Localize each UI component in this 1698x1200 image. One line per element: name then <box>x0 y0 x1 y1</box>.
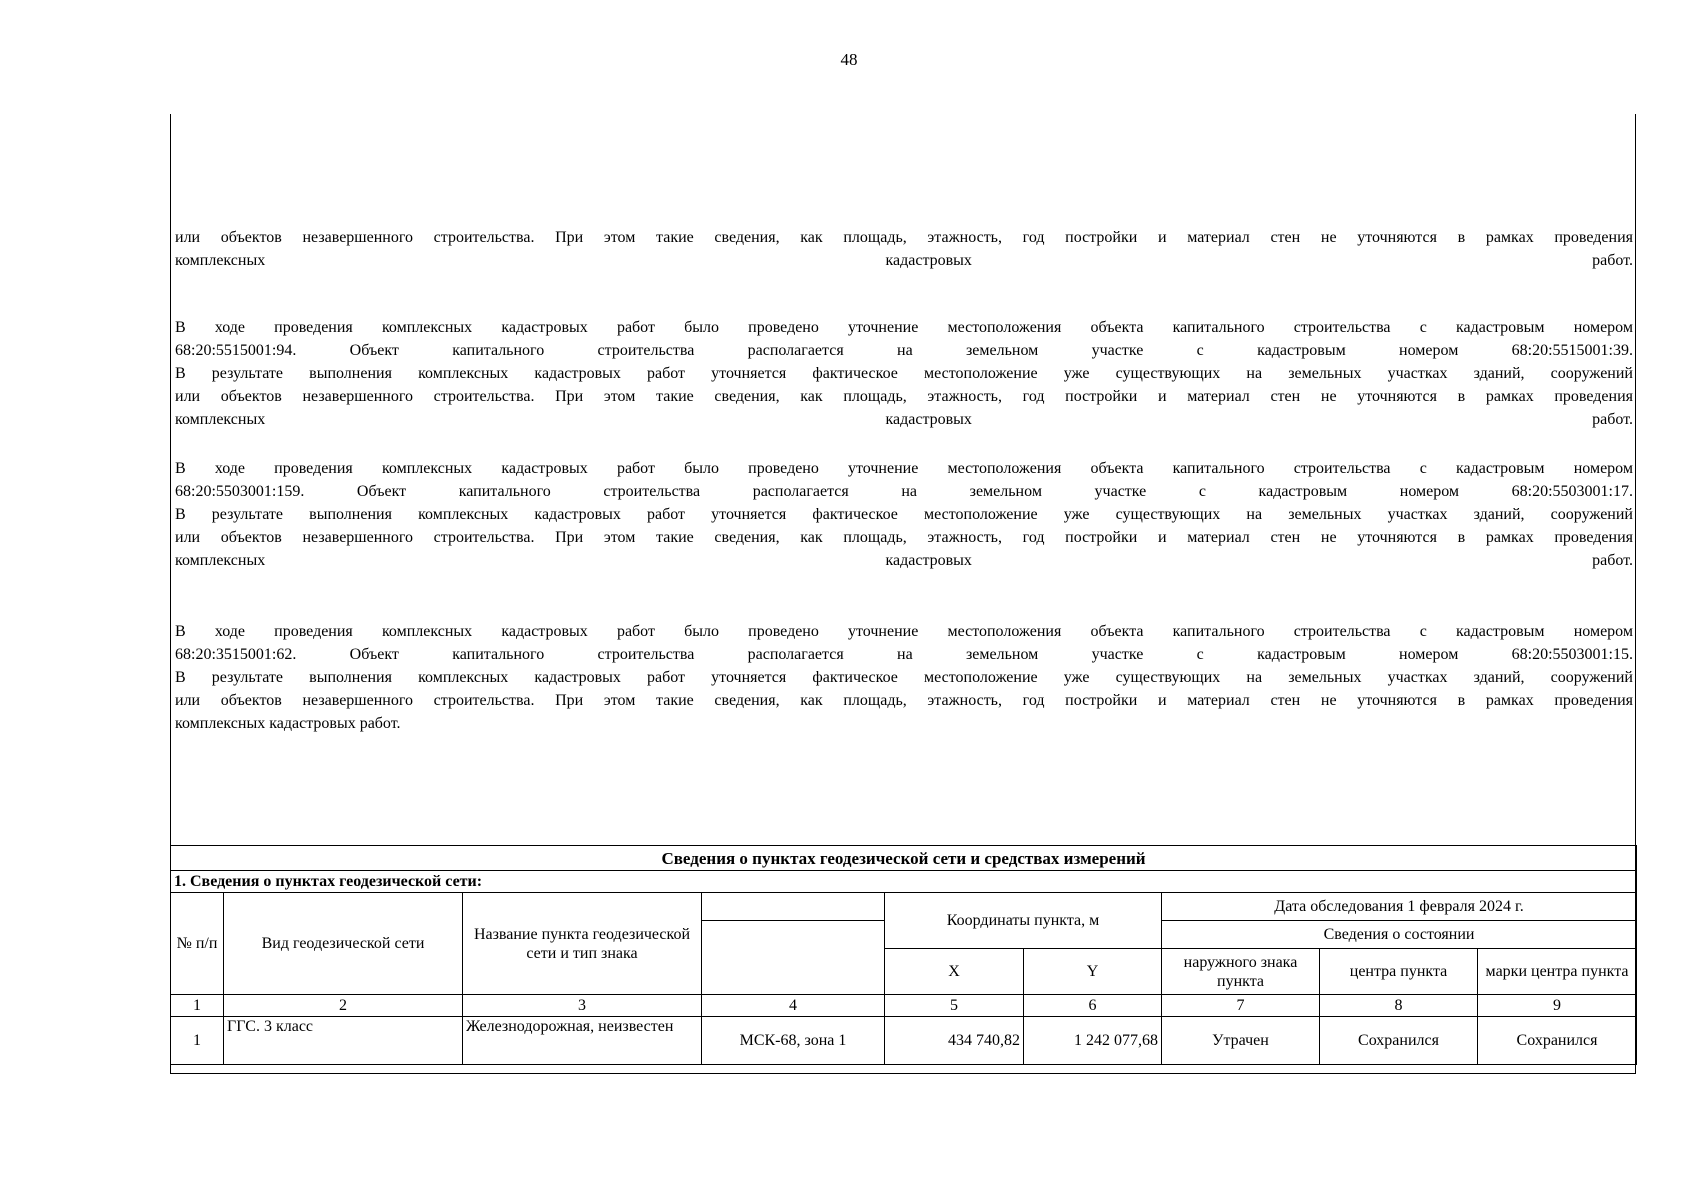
paragraph-2-line-4: или объектов незавершенного строительства. При этом такие сведения, как площадь, этажность, год постройки и материал стен не уточняются в рамках проведения <box>175 388 1633 405</box>
column-number: 4 <box>702 995 885 1017</box>
header-network-type: Вид геодезической сети <box>224 893 463 995</box>
column-number: 3 <box>463 995 702 1017</box>
table-header-row-1 <box>171 893 1637 921</box>
paragraph-4-line-5: комплексных кадастровых работ. <box>175 715 401 732</box>
page-number: 48 <box>840 50 858 69</box>
cell-point-name: Железнодорожная, неизвестен <box>463 1017 702 1065</box>
paragraph-3-line-2: 68:20:5503001:159. Объект капитального строительства располагается на земельном участке с кадастровым номером 68:20:5503001:17. <box>175 483 1633 500</box>
header-coordinates: Координаты пункта, м <box>885 893 1162 949</box>
cell-system: МСК-68, зона 1 <box>702 1017 885 1065</box>
header-system-blank <box>702 921 885 995</box>
paragraph-3-line-3: В результате выполнения комплексных кадастровых работ уточняется фактическое местоположение уже существующих на земельных участках зданий, сооружений <box>175 506 1633 523</box>
column-number: 5 <box>885 995 1024 1017</box>
cell-num: 1 <box>171 1017 224 1065</box>
header-x: X <box>885 949 1024 995</box>
table-section-row <box>171 871 1637 893</box>
paragraph-4-line-1: В ходе проведения комплексных кадастровых работ было проведено уточнение местоположения объекта капитального строительства с кадастровым номером <box>175 623 1633 640</box>
column-number: 1 <box>171 995 224 1017</box>
column-number: 9 <box>1478 995 1637 1017</box>
paragraph-1-line-1: или объектов незавершенного строительства. При этом такие сведения, как площадь, этажность, год постройки и материал стен не уточняются в рамках проведения <box>175 229 1633 246</box>
header-outer-sign: наружного знака пункта <box>1162 949 1320 995</box>
cell-network-type: ГГС. 3 класс <box>224 1017 463 1065</box>
cell-outer-sign: Утрачен <box>1162 1017 1320 1065</box>
column-number-row <box>171 995 1637 1017</box>
cell-center-mark: Сохранился <box>1478 1017 1637 1065</box>
paragraph-3-line-1: В ходе проведения комплексных кадастровых работ было проведено уточнение местоположения объекта капитального строительства с кадастровым номером <box>175 460 1633 477</box>
column-number: 8 <box>1320 995 1478 1017</box>
header-system-blank-top <box>702 893 885 921</box>
geodetic-network-table <box>170 845 1637 1065</box>
header-condition: Сведения о состоянии <box>1162 921 1637 949</box>
column-number: 7 <box>1162 995 1320 1017</box>
column-number: 2 <box>224 995 463 1017</box>
paragraph-4-line-2: 68:20:3515001:62. Объект капитального строительства располагается на земельном участке с кадастровым номером 68:20:5503001:15. <box>175 646 1633 663</box>
paragraph-2-line-3: В результате выполнения комплексных кадастровых работ уточняется фактическое местоположение уже существующих на земельных участках зданий, сооружений <box>175 365 1633 382</box>
header-survey-date: Дата обследования 1 февраля 2024 г. <box>1162 893 1637 921</box>
column-number: 6 <box>1024 995 1162 1017</box>
table-row <box>171 1017 1637 1065</box>
header-center-mark: марки центра пункта <box>1478 949 1637 995</box>
paragraph-4-line-3: В результате выполнения комплексных кадастровых работ уточняется фактическое местоположение уже существующих на земельных участках зданий, сооружений <box>175 669 1633 686</box>
header-num: № п/п <box>171 893 224 995</box>
content-frame <box>170 114 1636 1074</box>
paragraph-4-line-4: или объектов незавершенного строительства. При этом такие сведения, как площадь, этажность, год постройки и материал стен не уточняются в рамках проведения <box>175 692 1633 709</box>
header-center: центра пункта <box>1320 949 1478 995</box>
paragraph-2-line-2: 68:20:5515001:94. Объект капитального строительства располагается на земельном участке с кадастровым номером 68:20:5515001:39. <box>175 342 1633 359</box>
cell-center: Сохранился <box>1320 1017 1478 1065</box>
paragraph-2-line-1: В ходе проведения комплексных кадастровых работ было проведено уточнение местоположения объекта капитального строительства с кадастровым номером <box>175 319 1633 336</box>
cell-y: 1 242 077,68 <box>1024 1017 1162 1065</box>
table-title-row <box>171 846 1637 871</box>
header-point-name: Название пункта геодезической сети и тип знака <box>463 893 702 995</box>
cell-x: 434 740,82 <box>885 1017 1024 1065</box>
paragraph-3-line-5: комплексных кадастровых работ. <box>175 552 1633 569</box>
paragraph-3-line-4: или объектов незавершенного строительства. При этом такие сведения, как площадь, этажность, год постройки и материал стен не уточняются в рамках проведения <box>175 529 1633 546</box>
header-y: Y <box>1024 949 1162 995</box>
paragraph-2-line-5: комплексных кадастровых работ. <box>175 411 1633 428</box>
paragraph-1-line-2: комплексных кадастровых работ. <box>175 252 1633 269</box>
table-section-heading: 1. Сведения о пунктах геодезической сети: <box>171 871 1637 893</box>
table-title: Сведения о пунктах геодезической сети и средствах измерений <box>171 846 1637 871</box>
